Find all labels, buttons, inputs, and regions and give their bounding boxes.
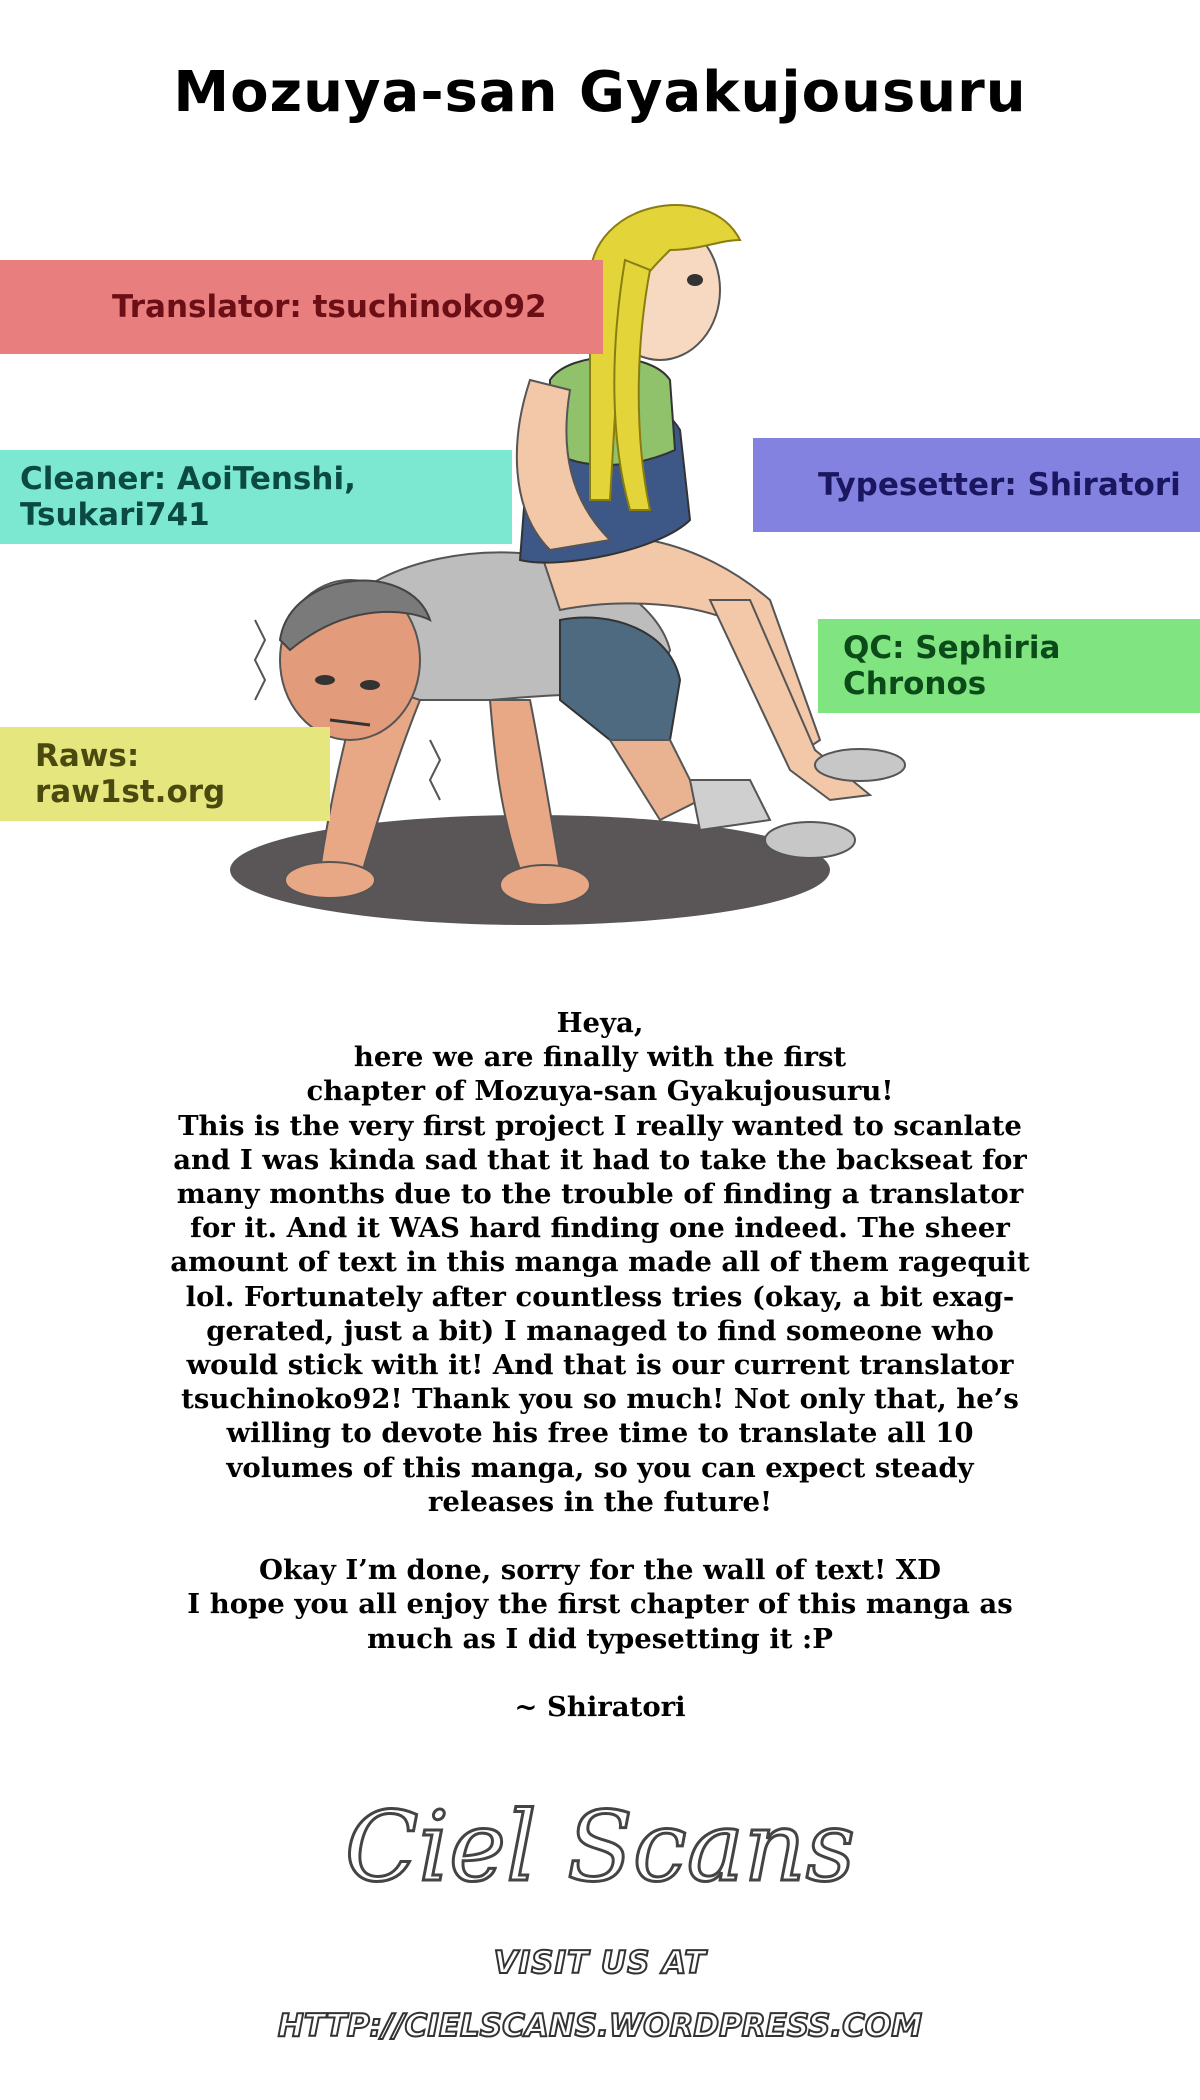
note-line: many months due to the trouble of finding a translator [176,1178,1024,1211]
logo-text: Ciel Scans [344,1791,856,1903]
site-url-link[interactable]: HTTP://CIELSCANS.WORDPRESS.COM [277,2008,923,2044]
note-spacer [150,1656,1050,1690]
visit-label: VISIT US AT [493,1945,707,1981]
note-line: and I was kinda sad that it had to take the backseat for [173,1143,1027,1176]
note-line: volumes of this manga, so you can expect steady [226,1451,974,1484]
raws-credit: Raws: raw1st.org [35,738,226,810]
note-line: lol. Fortunately after countless tries (okay, a bit exag- [185,1280,1015,1313]
translator-credit: Translator: tsuchinoko92 [112,289,547,325]
note-line: gerated, just a bit) I managed to find someone who [206,1314,994,1347]
ciel-scans-logo [340,1770,860,1920]
typesetter-credit: Typesetter: Shiratori [818,467,1181,503]
translator-note [150,1006,1050,1724]
qc-credit: QC: Sephiria Chronos [843,630,1061,702]
note-line: Heya, [556,1007,644,1039]
note-line: much as I did typesetting it :P [367,1622,833,1655]
note-line: releases in the future! [427,1485,773,1518]
note-spacer [150,1519,1050,1553]
note-line: ~ Shiratori [514,1691,686,1724]
note-line: for it. And it WAS hard finding one indeed. The sheer [190,1212,1010,1245]
note-line: Okay I’m done, sorry for the wall of text! XD [259,1554,941,1587]
raws-credit-banner [0,727,330,821]
note-line: willing to devote his free time to translate all 10 [226,1417,974,1450]
note-line: I hope you all enjoy the first chapter of this manga as [187,1588,1013,1621]
note-line: This is the very first project I really wanted to scanlate [178,1109,1022,1142]
note-line: amount of text in this manga made all of them ragequit [170,1246,1030,1279]
note-line: tsuchinoko92! Thank you so much! Not only that, he’s [181,1383,1019,1416]
page-title: Mozuya-san Gyakujousuru [173,60,1027,125]
translator-credit-banner [0,260,603,354]
cleaner-credit: Cleaner: AoiTenshi, Tsukari741 [20,461,356,533]
typesetter-credit-banner [753,438,1200,532]
cleaner-credit-banner [0,450,512,544]
note-line: chapter of Mozuya-san Gyakujousuru! [306,1075,894,1108]
note-line: here we are finally with the first [353,1041,847,1074]
note-line: would stick with it! And that is our current translator [186,1349,1014,1382]
qc-credit-banner [818,619,1200,713]
